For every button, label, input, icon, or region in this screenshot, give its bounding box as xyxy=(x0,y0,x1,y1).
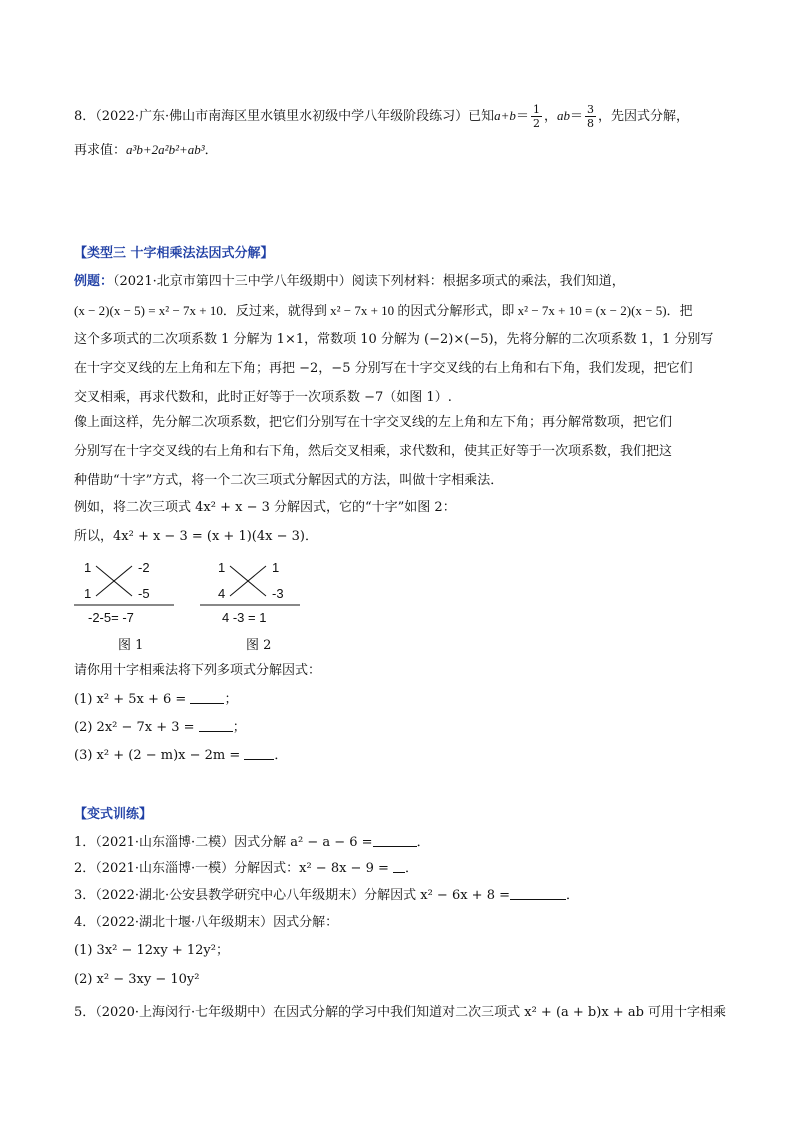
comma: ， xyxy=(543,109,557,124)
example-line-9: 例如，将二次三项式 4x² + x − 3 分解因式，它的“十字”如图 2： xyxy=(74,500,456,515)
training-5: 5．（2020·上海闵行·七年级期中）在因式分解的学习中我们知道对二次三项式 x² + (a + b)x + ab 可用十字相乘 xyxy=(74,1005,727,1020)
cross-bottom-right: -3 xyxy=(272,586,284,601)
punctuation: ； xyxy=(224,692,238,707)
section-heading: 【类型三 十字相乘法法因式分解】 xyxy=(74,246,274,261)
exercise-1 xyxy=(74,690,734,710)
question-tail: ，先因式分解， xyxy=(597,109,689,124)
training-1-text: 1．（2021·山东淄博·二模）因式分解 a² − a − 6 = xyxy=(74,835,373,850)
answer-blank[interactable] xyxy=(190,691,224,704)
answer-blank[interactable] xyxy=(393,860,405,873)
training-2-text: 2．（2021·山东淄博·一模）分解因式：x² − 8x − 9 = xyxy=(74,861,394,876)
figure-caption: 图 2 xyxy=(246,638,272,653)
cross-top-left: 1 xyxy=(84,560,92,575)
answer-blank[interactable] xyxy=(199,719,233,732)
answer-blank[interactable] xyxy=(244,747,274,760)
answer-blank[interactable] xyxy=(510,887,566,900)
question-number: 8． xyxy=(74,109,96,124)
example-line-4: 在十字交叉线的左上角和左下角；再把 −2，−5 分别写在十字交叉线的右上角和右下角，我们发现，把它们 xyxy=(74,361,693,376)
equals-sign: ＝ xyxy=(515,109,529,124)
punctuation: ． xyxy=(405,861,419,876)
example-intro-text: （2021·北京市第四十三中学八年级期中）阅读下列材料：根据多项式的乘法，我们知道， xyxy=(113,274,625,289)
training-4: 4．（2022·湖北十堰·八年级期末）因式分解： xyxy=(74,915,339,930)
sum-expression: a+b xyxy=(494,108,516,123)
punctuation: ； xyxy=(232,720,246,735)
exercise-1-text: (1) x² + 5x + 6 = xyxy=(74,692,191,707)
cross-bottom-right: -5 xyxy=(138,586,150,601)
training-2 xyxy=(74,859,734,879)
example-line-7: 分别写在十字交叉线的右上角和右下角，然后交叉相乘，求代数和，使其正好等于一次项系数，我们把这 xyxy=(74,444,673,459)
expression-to-evaluate: a³b+2a²b²+ab³ xyxy=(126,142,205,157)
training-3 xyxy=(74,886,734,906)
training-1 xyxy=(74,833,734,853)
example-line-2: (x − 2)(x − 5) = x² − 7x + 10．反过来，就得到 x² − 7x + 10 的因式分解形式，即 x² − 7x + 10 = (x − 2)(x − 5)．把 xyxy=(74,303,693,318)
punctuation: ． xyxy=(566,888,580,903)
question-8-line1 xyxy=(74,103,734,130)
punctuation: ． xyxy=(274,748,288,763)
training-heading: 【变式训练】 xyxy=(74,807,153,822)
exercise-2 xyxy=(74,718,734,738)
example-line-10: 所以，4x² + x − 3 = (x + 1)(4x − 3)． xyxy=(74,529,318,544)
training-4-part-1: (1) 3x² − 12xy + 12y²； xyxy=(74,943,229,958)
fraction-three-eighths xyxy=(585,103,596,130)
example-intro xyxy=(74,272,734,292)
example-label: 例题： xyxy=(74,274,114,289)
fraction-numerator: 3 xyxy=(586,103,594,116)
cross-top-right: -2 xyxy=(138,560,150,575)
training-3-text: 3．（2022·湖北·公安县教学研究中心八年级期末）分解因式 x² − 6x + 8 = xyxy=(74,888,511,903)
cross-top-right: 1 xyxy=(272,560,280,575)
equals-sign: ＝ xyxy=(569,109,583,124)
cross-sum: -2-5= -7 xyxy=(88,610,134,625)
cross-bottom-left: 4 xyxy=(218,586,226,601)
example-line-3: 这个多项式的二次项系数 1 分解为 1×1，常数项 10 分解为 (−2)×(−5)，先将分解的二次项系数 1，1 分别写 xyxy=(74,332,714,347)
product-expression: ab xyxy=(556,108,570,123)
example-line-8: 种借助“十字”方式，将一个二次三项式分解因式的方法，叫做十字相乘法． xyxy=(74,473,504,488)
cross-sum: 4 -3 = 1 xyxy=(222,610,267,625)
known-label: 已知 xyxy=(468,109,495,124)
cross-bottom-left: 1 xyxy=(84,586,92,601)
evaluate-label: 再求值： xyxy=(74,143,127,158)
question-source: （2022·广东·佛山市南海区里水镇里水初级中学八年级阶段练习） xyxy=(95,109,469,124)
example-line-5: 交叉相乘，再求代数和，此时正好等于一次项系数 −7（如图 1）. xyxy=(74,390,452,405)
period: ． xyxy=(204,143,218,158)
exercise-2-text: (2) 2x² − 7x + 3 = xyxy=(74,720,199,735)
fraction-denominator: 8 xyxy=(586,117,594,130)
cross-lines xyxy=(200,552,340,622)
question-8-line2 xyxy=(74,140,734,161)
fraction-denominator: 2 xyxy=(532,117,540,130)
example-line-6: 像上面这样，先分解二次项系数，把它们分别写在十字交叉线的左上角和左下角；再分解常数项，把它们 xyxy=(74,415,673,430)
answer-blank[interactable] xyxy=(373,834,417,847)
exercise-prompt: 请你用十字相乘法将下列多项式分解因式： xyxy=(74,663,322,678)
fraction-one-half xyxy=(531,103,542,130)
fraction-numerator: 1 xyxy=(532,103,540,116)
exercise-3-text: (3) x² + (2 − m)x − 2m = xyxy=(74,748,245,763)
exercise-3 xyxy=(74,746,734,766)
punctuation: ． xyxy=(416,835,430,850)
figure-caption: 图 1 xyxy=(118,638,144,653)
cross-top-left: 1 xyxy=(218,560,226,575)
training-4-part-2: (2) x² − 3xy − 10y² xyxy=(74,972,200,987)
